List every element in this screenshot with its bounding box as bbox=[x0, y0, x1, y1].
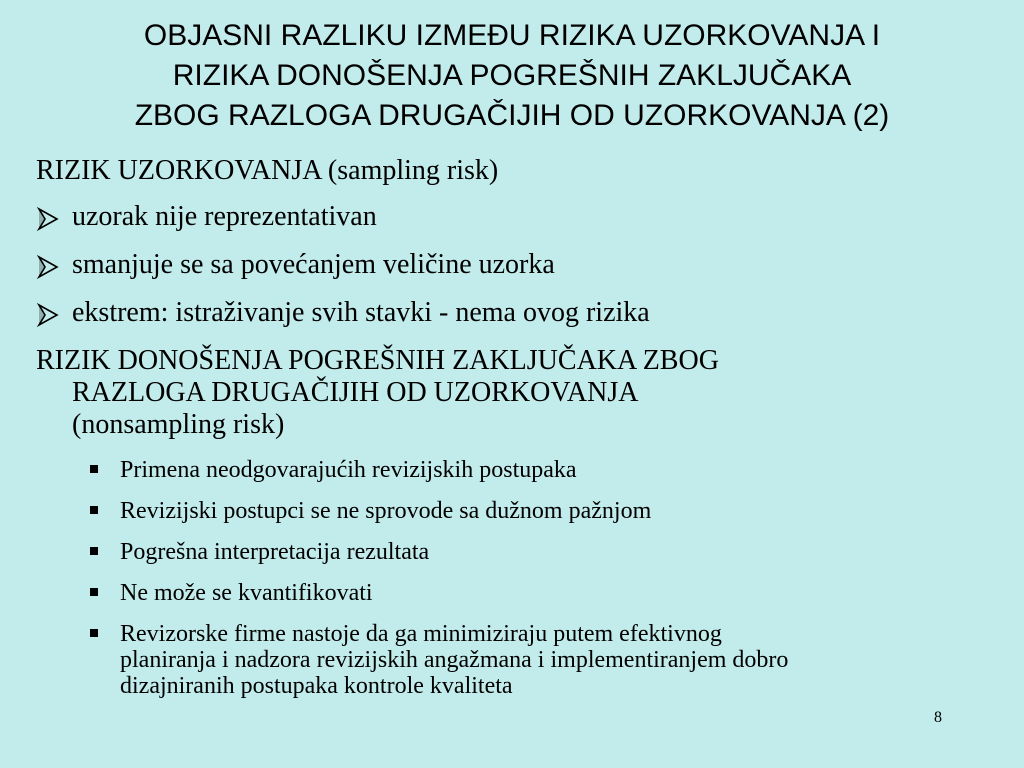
list-item bbox=[86, 580, 996, 606]
list-item bbox=[36, 201, 996, 233]
square-bullet-icon bbox=[90, 629, 98, 637]
list-item-text: planiranja i nadzora revizijskih angažmana i implementiranjem dobro bbox=[120, 647, 789, 673]
heading-line: RAZLOGA DRUGAČIJIH OD UZORKOVANJA bbox=[72, 377, 639, 408]
slide-title-line: RIZIKA DONOŠENJA POGREŠNIH ZAKLJUČAKA bbox=[172, 59, 852, 92]
square-bullet-icon bbox=[90, 588, 98, 596]
list-item-text: Revizorske firme nastoje da ga minimiziraju putem efektivnog bbox=[120, 621, 722, 647]
list-item-text: uzorak nije reprezentativan bbox=[72, 201, 377, 232]
list-item-text: ekstrem: istraživanje svih stavki - nema ovog rizika bbox=[72, 297, 650, 328]
list-item-text: Pogrešna interpretacija rezultata bbox=[120, 539, 430, 565]
arrow-bullet-icon bbox=[36, 249, 62, 281]
list-item-text: Ne može se kvantifikovati bbox=[120, 580, 373, 606]
list-item-text: Primena neodgovarajućih revizijskih postupaka bbox=[120, 457, 577, 483]
slide-title-line: OBJASNI RAZLIKU IZMEĐU RIZIKA UZORKOVANJA I bbox=[143, 19, 881, 52]
square-bullet-icon bbox=[90, 506, 98, 514]
list-item bbox=[86, 498, 996, 524]
heading-line: RIZIK DONOŠENJA POGREŠNIH ZAKLJUČAKA ZBOG bbox=[36, 345, 719, 376]
list-item-text: Revizijski postupci se ne sprovode sa dužnom pažnjom bbox=[120, 498, 652, 524]
list-item bbox=[36, 249, 996, 281]
list-item bbox=[36, 297, 996, 329]
slide-body bbox=[36, 155, 996, 714]
list-item-text: smanjuje se sa povećanjem veličine uzorka bbox=[72, 249, 555, 280]
slide-title-line: ZBOG RAZLOGA DRUGAČIJIH OD UZORKOVANJA (2) bbox=[134, 99, 890, 132]
list-item bbox=[86, 621, 996, 699]
square-bullet-icon bbox=[90, 465, 98, 473]
nonsampling-risk-heading bbox=[36, 345, 996, 441]
list-item-text: dizajniranih postupaka kontrole kvaliteta bbox=[120, 673, 513, 699]
nonsampling-risk-list bbox=[36, 457, 996, 699]
page-number: 8 bbox=[934, 709, 942, 726]
arrow-bullet-icon bbox=[36, 201, 62, 233]
sampling-risk-list bbox=[36, 201, 996, 329]
list-item bbox=[86, 539, 996, 565]
sampling-risk-heading: RIZIK UZORKOVANJA (sampling risk) bbox=[36, 155, 499, 186]
slide-title bbox=[30, 16, 994, 136]
arrow-bullet-icon bbox=[36, 297, 62, 329]
heading-line: (nonsampling risk) bbox=[72, 409, 285, 440]
list-item bbox=[86, 457, 996, 483]
square-bullet-icon bbox=[90, 547, 98, 555]
